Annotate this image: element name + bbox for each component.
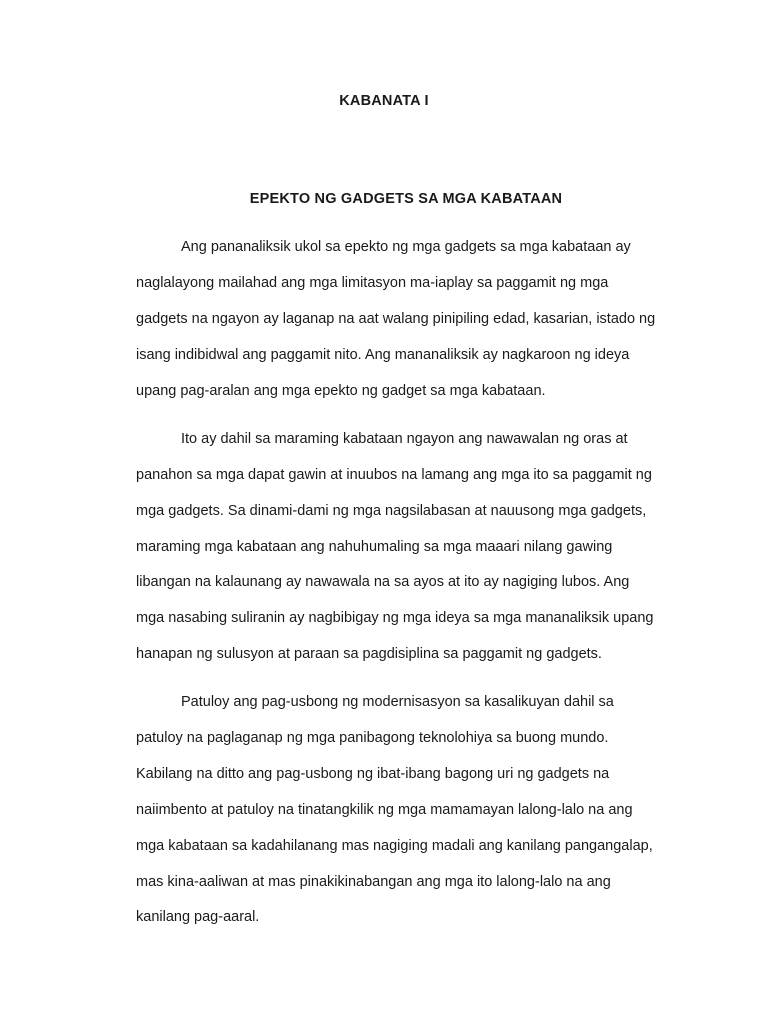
paragraph-line: hanapan ng sulusyon at paraan sa pagdisiplina sa paggamit ng gadgets. — [136, 646, 602, 662]
paragraph-line: naglalayong mailahad ang mga limitasyon ma-iaplay sa paggamit ng mga — [136, 275, 609, 291]
paragraph-line: Ang pananaliksik ukol sa epekto ng mga gadgets sa mga kabataan ay — [181, 239, 631, 255]
paragraph-line: Kabilang na ditto ang pag-usbong ng ibat-ibang bagong uri ng gadgets na — [136, 766, 610, 782]
paragraph-line: panahon sa mga dapat gawin at inuubos na lamang ang mga ito sa paggamit ng — [136, 467, 652, 483]
paragraph-line: kanilang pag-aaral. — [136, 909, 260, 925]
chapter-heading: KABANATA I — [339, 93, 429, 109]
paragraph-line: gadgets na ngayon ay laganap na aat walang pinipiling edad, kasarian, istado ng — [136, 311, 656, 327]
document-title: EPEKTO NG GADGETS SA MGA KABATAAN — [249, 191, 563, 207]
paragraph-line: Patuloy ang pag-usbong ng modernisasyon sa kasalikuyan dahil sa — [181, 694, 614, 710]
paragraph-line: mga gadgets. Sa dinami-dami ng mga nagsilabasan at nauusong mga gadgets, — [136, 503, 647, 519]
paragraph-line: naiimbento at patuloy na tinatangkilik ng mga mamamayan lalong-lalo na ang — [136, 802, 633, 818]
paragraph-line: Ito ay dahil sa maraming kabataan ngayon ang nawawalan ng oras at — [181, 431, 628, 447]
paragraph-line: maraming mga kabataan ang nahuhumaling sa mga maaari nilang gawing — [136, 539, 613, 555]
paragraph-line: upang pag-aralan ang mga epekto ng gadget sa mga kabataan. — [136, 383, 546, 399]
paragraph-line: mga nasabing suliranin ay nagbibigay ng mga ideya sa mga mananaliksik upang — [136, 610, 654, 626]
paragraph-line: isang indibidwal ang paggamit nito. Ang mananaliksik ay nagkaroon ng ideya — [136, 347, 630, 363]
paragraph-line: mga kabataan sa kadahilanang mas nagiging madali ang kanilang pangangalap, — [136, 838, 653, 854]
paragraph-line: patuloy na paglaganap ng mga panibagong teknolohiya sa buong mundo. — [136, 730, 609, 746]
paragraph-line: mas kina-aaliwan at mas pinakikinabangan ang mga ito lalong-lalo na ang — [136, 874, 611, 890]
paragraph-line: libangan na kalaunang ay nawawala na sa ayos at ito ay nagiging lubos. Ang — [136, 574, 630, 590]
